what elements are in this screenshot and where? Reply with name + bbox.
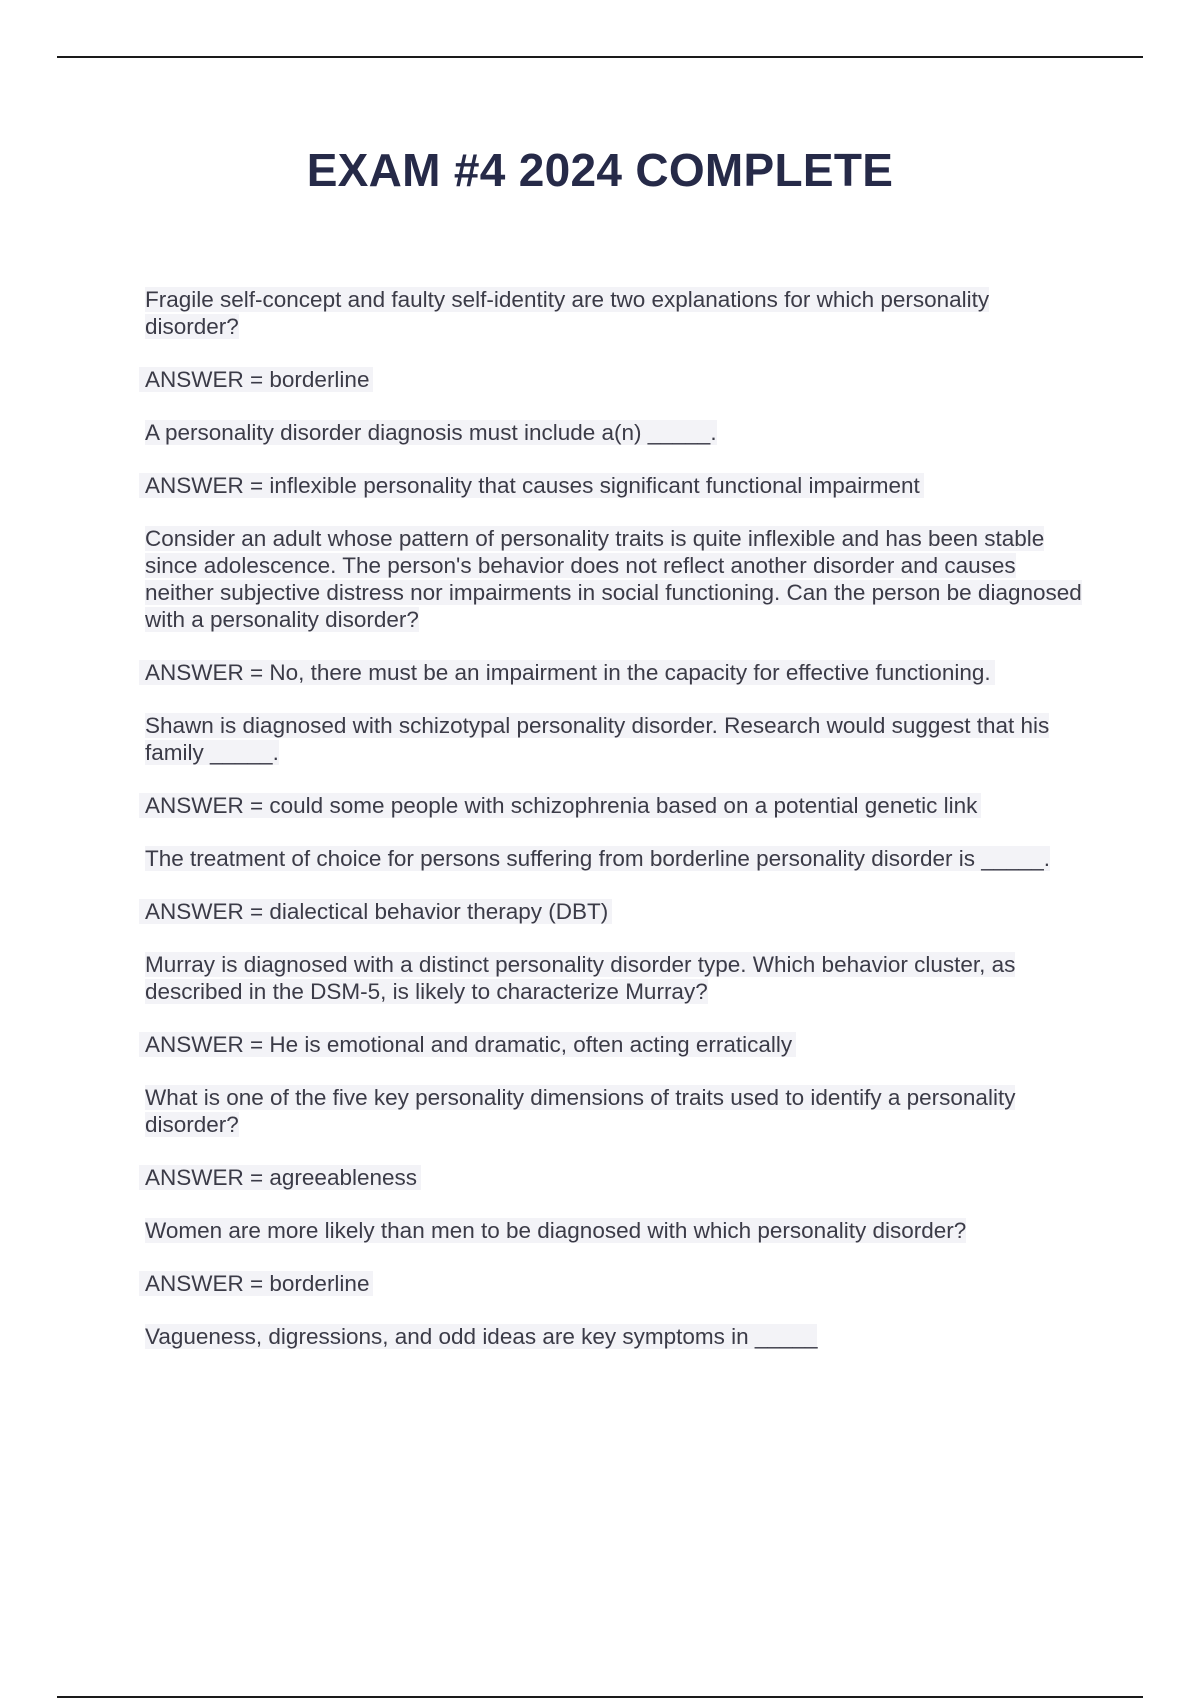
answer-text: ANSWER = agreeableness (145, 1164, 1085, 1191)
qa-item (145, 845, 1085, 925)
answer-text: ANSWER = borderline (145, 1270, 1085, 1297)
question-text: Vagueness, digressions, and odd ideas are key symptoms in _____ (145, 1324, 818, 1349)
qa-item (145, 1323, 1085, 1350)
qa-item (145, 1217, 1085, 1297)
qa-list (145, 286, 1085, 1376)
question-text: Murray is diagnosed with a distinct personality disorder type. Which behavior cluster, as described in the DSM-5, is likely to characterize Murray? (145, 952, 1016, 1004)
bottom-divider (57, 1696, 1143, 1698)
answer-text: ANSWER = No, there must be an impairment in the capacity for effective functioning. (145, 659, 1085, 686)
question-text: The treatment of choice for persons suffering from borderline personality disorder is _____. (145, 846, 1051, 871)
question-text: A personality disorder diagnosis must include a(n) _____. (145, 420, 717, 445)
answer-text: ANSWER = He is emotional and dramatic, often acting erratically (145, 1031, 1085, 1058)
qa-item (145, 712, 1085, 819)
question-text: What is one of the five key personality dimensions of traits used to identify a personality disorder? (145, 1085, 1016, 1137)
question-text: Shawn is diagnosed with schizotypal personality disorder. Research would suggest that his family _____. (145, 713, 1050, 765)
qa-item (145, 286, 1085, 393)
qa-item (145, 525, 1085, 686)
qa-item (145, 951, 1085, 1058)
question-text: Women are more likely than men to be diagnosed with which personality disorder? (145, 1218, 967, 1243)
answer-text: ANSWER = inflexible personality that causes significant functional impairment (145, 472, 1085, 499)
page-title: EXAM #4 2024 COMPLETE (306, 144, 894, 196)
answer-text: ANSWER = borderline (145, 366, 1085, 393)
top-divider (57, 56, 1143, 58)
question-text: Fragile self-concept and faulty self-identity are two explanations for which personality disorder? (145, 287, 990, 339)
answer-text: ANSWER = could some people with schizophrenia based on a potential genetic link (145, 792, 1085, 819)
qa-item (145, 1084, 1085, 1191)
qa-item (145, 419, 1085, 499)
answer-text: ANSWER = dialectical behavior therapy (DBT) (145, 898, 1085, 925)
question-text: Consider an adult whose pattern of personality traits is quite inflexible and has been stable since adolescence. The person's behavior does not reflect another disorder and causes neither subjective distress nor impairments in social functioning. Can the person be diagnosed with a personality disorder? (145, 526, 1082, 632)
